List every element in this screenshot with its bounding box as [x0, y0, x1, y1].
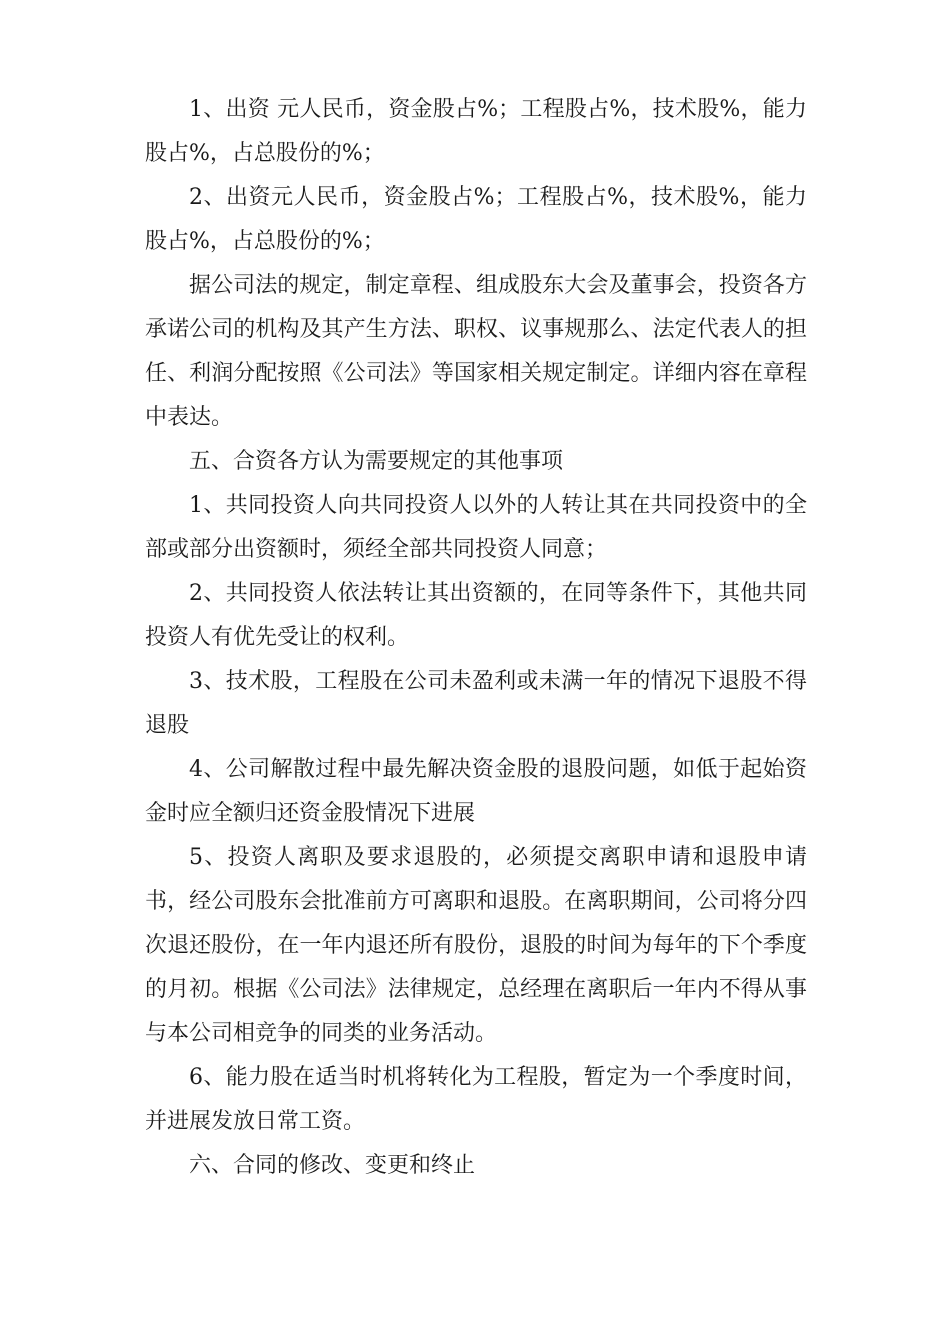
- paragraph-transfer-2: 2、共同投资人依法转让其出资额的，在同等条件下，其他共同投资人有优先受让的权利。: [145, 581, 807, 650]
- paragraph-transfer-1: 1、共同投资人向共同投资人以外的人转让其在共同投资中的全部或部分出资额时，须经全部共同投资人同意；: [145, 493, 807, 562]
- document-body: [145, 88, 807, 1188]
- paragraph-capital-2: 2、出资元人民币，资金股占%；工程股占%，技术股%，能力股占%，占总股份的%；: [145, 185, 807, 254]
- section-heading-five: 五、合资各方认为需要规定的其他事项: [189, 449, 564, 474]
- paragraph-company-law: 据公司法的规定，制定章程、组成股东大会及董事会，投资各方承诺公司的机构及其产生方法、职权、议事规那么、法定代表人的担任、利润分配按照《公司法》等国家相关规定制定。详细内容在章程中表达。: [145, 273, 807, 430]
- paragraph-capital-1: 1、出资 元人民币，资金股占%；工程股占%，技术股%，能力股占%，占总股份的%；: [145, 97, 807, 166]
- paragraph-ability-share-6: 6、能力股在适当时机将转化为工程股，暂定为一个季度时间，并进展发放日常工资。: [145, 1065, 807, 1134]
- paragraph-dissolution-4: 4、公司解散过程中最先解决资金股的退股问题，如低于起始资金时应全额归还资金股情况下进展: [145, 757, 807, 826]
- section-heading-six: 六、合同的修改、变更和终止: [189, 1153, 476, 1178]
- paragraph-withdrawal-3: 3、技术股，工程股在公司未盈利或未满一年的情况下退股不得退股: [145, 669, 807, 738]
- paragraph-resignation-5: 5、投资人离职及要求退股的，必须提交离职申请和退股申请书，经公司股东会批准前方可离职和退股。在离职期间，公司将分四次退还股份，在一年内退还所有股份，退股的时间为每年的下个季度的月初。根据《公司法》法律规定，总经理在离职后一年内不得从事与本公司相竞争的同类的业务活动。: [145, 845, 807, 1046]
